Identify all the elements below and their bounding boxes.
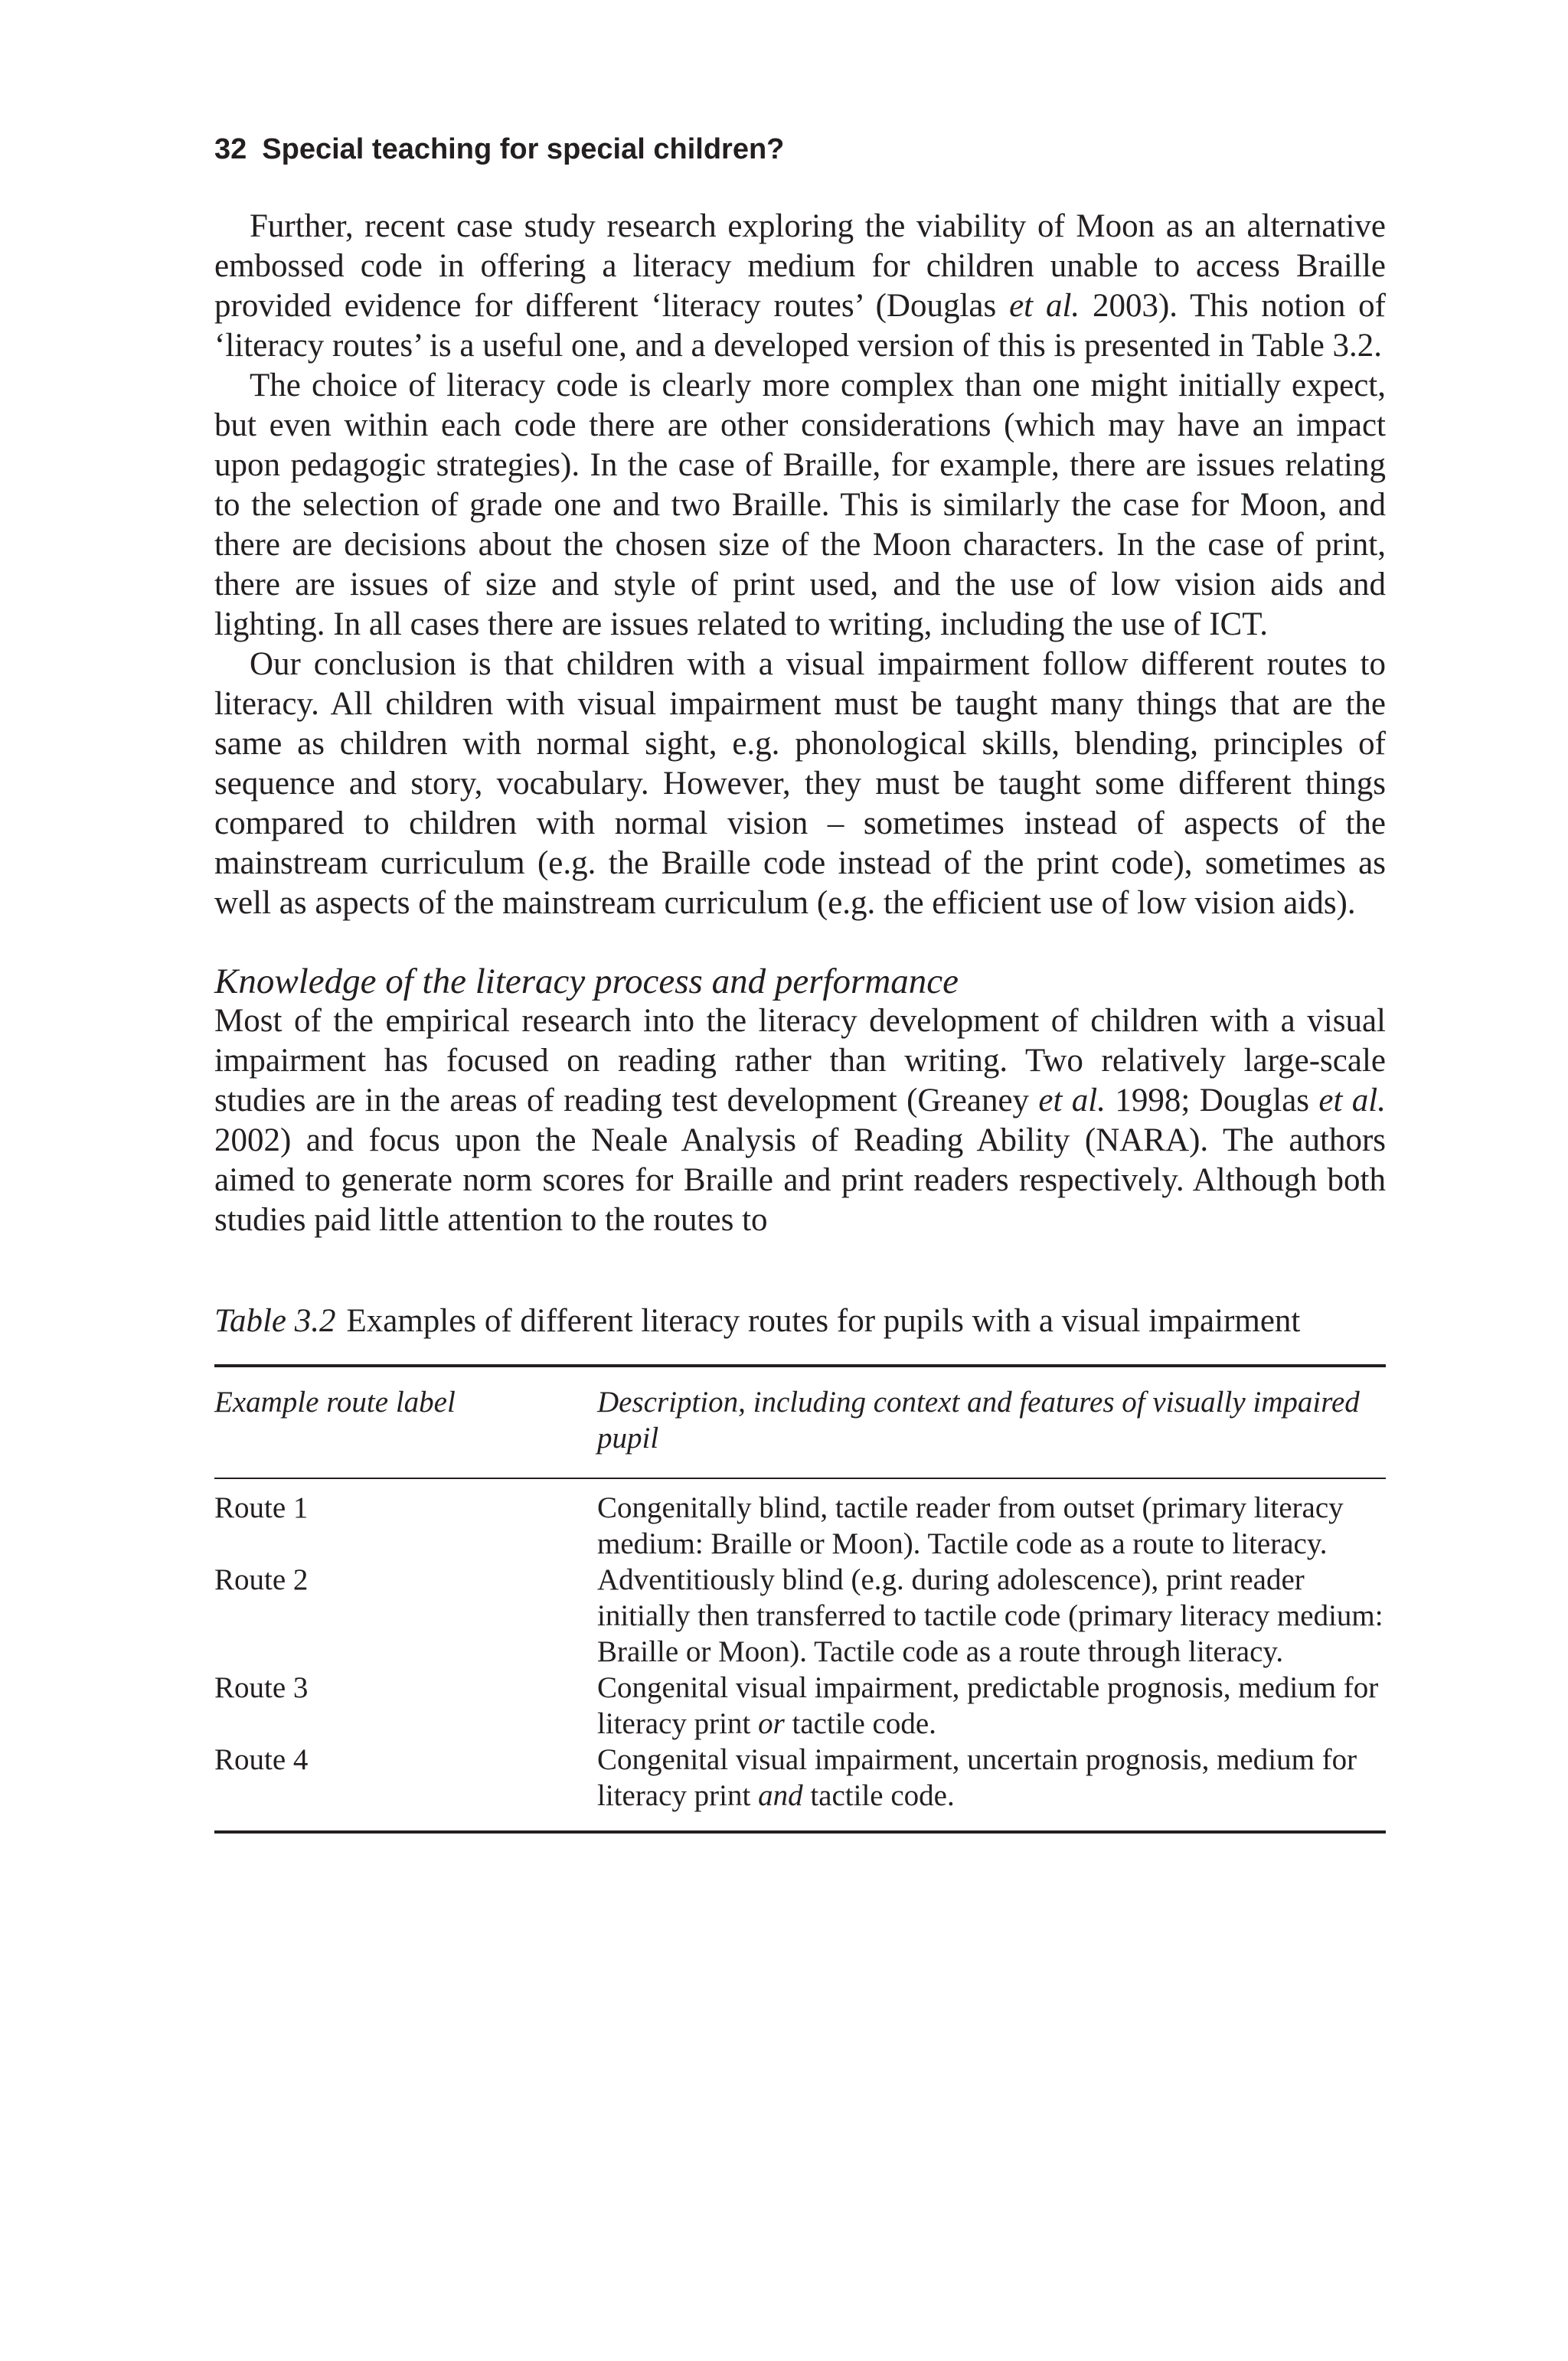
table-header-route-label: Example route label [214,1366,597,1478]
section-heading: Knowledge of the literacy process and performance [214,962,959,1001]
table-row [214,1478,1386,1562]
running-head [214,130,1386,168]
running-title: Special teaching for special children? [262,133,785,165]
italic-text: et al. [1318,1083,1386,1118]
route-description-cell: Adventitiously blind (e.g. during adolescence), print reader initially then transferred to tactile code (primary literacy medium: Braille or Moon). Tactile code as a route through literacy. [597,1563,1383,1668]
route-description-cell: Congenitally blind, tactile reader from outset (primary literacy medium: Braille or Moon). Tactile code as a route to literacy. [597,1491,1344,1560]
route-label-cell: Route 3 [214,1671,309,1704]
italic-text: et al. [1038,1083,1106,1118]
route-description-cell: Congenital visual impairment, predictable prognosis, medium for literacy print or tactile code. [597,1671,1379,1740]
table-header-row [214,1366,1386,1478]
italic-text: et al. [1009,288,1080,324]
book-page [214,130,1386,1834]
page-number: 32 [214,133,247,165]
table-caption-text: Examples of different literacy routes for pupils with a visual impairment [346,1303,1301,1339]
table-row [214,1742,1386,1832]
italic-text: or [758,1707,785,1740]
paragraph-2: The choice of literacy code is clearly more complex than one might initially expect, but even within each code there are other considerations (which may have an impact upon pedagogic strategies). In the case of Braille, for example, there are issues relating to the selection of grade one and two Braille. This is similarly the case for Moon, and there are decisions about the chosen size of the Moon characters. In the case of print, there are issues of size and style of print used, and the use of low vision aids and lighting. In all cases there are issues related to writing, including the use of ICT. [214,367,1386,642]
paragraph-3: Our conclusion is that children with a visual impairment follow different routes to literacy. All children with visual impairment must be taught many things that are the same as children with normal sight, e.g. phonological skills, blending, principles of sequence and story, vocabulary. However, they must be taught some different things compared to children with normal vision – sometimes instead of aspects of the mainstream curriculum (e.g. the Braille code instead of the print code), sometimes as well as aspects of the mainstream curriculum (e.g. the efficient use of low vision aids). [214,646,1386,921]
section-paragraph: Most of the empirical research into the literacy development of children with a visual impairment has focused on reading rather than writing. Two relatively large-scale studies are in the areas of reading test development (Greaney et al. 1998; Douglas et al. 2002) and focus upon the Neale Analysis of Reading Ability (NARA). The authors aimed to generate norm scores for Braille and print readers respectively. Although both studies paid little attention to the routes to [214,1003,1386,1238]
table-caption-label: Table 3.2 [214,1303,336,1339]
body-text [214,207,1386,1240]
route-label-cell: Route 4 [214,1742,597,1832]
paragraph-1: Further, recent case study research exploring the viability of Moon as an alternative embossed code in offering a literacy medium for children unable to access Braille provided evidence for different ‘literacy routes’ (Douglas et al. 2003). This notion of ‘literacy routes’ is a useful one, and a developed version of this is presented in Table 3.2. [214,208,1386,364]
table-row [214,1562,1386,1670]
table-header-description: Description, including context and features of visually impaired pupil [597,1366,1386,1478]
route-label-cell: Route 2 [214,1563,309,1596]
italic-text: and [758,1779,803,1812]
literacy-routes-table [214,1364,1386,1834]
table-row [214,1670,1386,1742]
table-caption [214,1301,1302,1341]
route-label-cell: Route 1 [214,1491,309,1524]
route-description-cell: Congenital visual impairment, uncertain prognosis, medium for literacy print and tactile code. [597,1742,1386,1832]
